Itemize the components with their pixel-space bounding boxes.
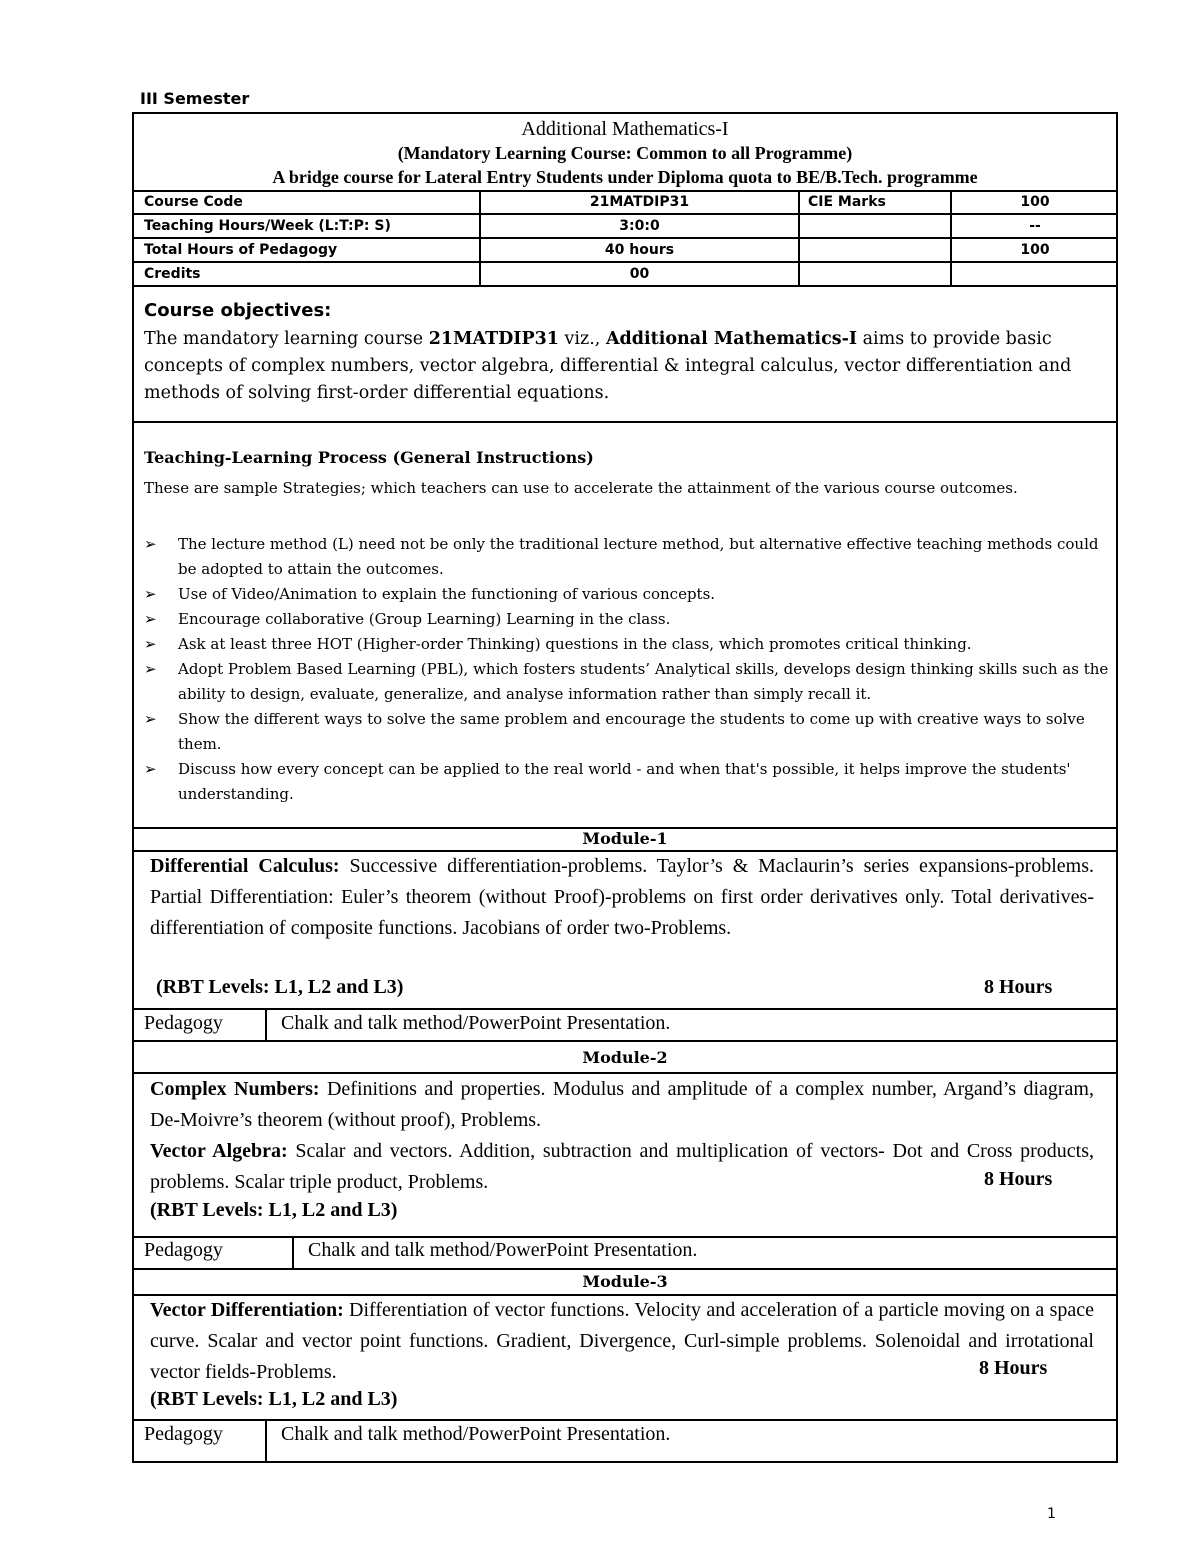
table-cell-label: Course Code xyxy=(144,194,243,210)
table-bottom-rule xyxy=(134,285,1116,287)
semester-label: III Semester xyxy=(140,89,250,108)
objectives-text-mid: viz., xyxy=(558,329,606,349)
module-1-text: Successive differentiation-problems. Taylor’s & Maclaurin’s series expansions-problems. Partial Differentiation: Euler’s theorem (without Proof)-problems on first order derivatives only. Total derivatives-differentiation of composite functions. Jacobians of order two-Problems. xyxy=(150,855,1095,939)
syllabus-frame xyxy=(132,112,1118,1463)
bullet-text: Use of Video/Animation to explain the functioning of various concepts. xyxy=(178,585,716,603)
teaching-intro: These are sample Strategies; which teachers can use to accelerate the attainment of the various course outcomes. xyxy=(144,479,1018,497)
module-2-text-1: Definitions and properties. Modulus and amplitude of a complex number, Argand’s diagram, De-Moivre’s theorem (without proof), Problems. xyxy=(150,1078,1094,1131)
bullet-text: Encourage collaborative (Group Learning) Learning in the class. xyxy=(178,610,671,628)
section-rule xyxy=(134,1236,1116,1238)
module-2-heading-1: Complex Numbers: xyxy=(150,1078,320,1100)
module-3-pedagogy-label: Pedagogy xyxy=(144,1423,223,1445)
page-number: 1 xyxy=(1047,1506,1056,1522)
module-1-hours: 8 Hours xyxy=(984,976,1053,998)
bullet-text: Show the different ways to solve the same problem and encourage the students to come up with creative ways to solve them. xyxy=(178,710,1085,753)
section-rule xyxy=(134,1268,1116,1270)
module-3-text: Differentiation of vector functions. Velocity and acceleration of a particle moving on a space curve. Scalar and vector point functions. Gradient, Divergence, Curl-simple problems. Solenoidal and irrotational vector fields-Problems. xyxy=(150,1299,1095,1383)
objectives-text-post: aims to provide basic concepts of complex numbers, vector algebra, differential & integral calculus, vector differentiation and methods of solving first-order differential equations. xyxy=(144,329,1072,403)
list-item xyxy=(144,532,1110,582)
module-1-title: Module-1 xyxy=(582,829,668,848)
module-3-rbt: (RBT Levels: L1, L2 and L3) xyxy=(150,1388,398,1410)
module-2-body xyxy=(150,1074,1094,1198)
module-3-body xyxy=(150,1295,1094,1388)
course-subtitle: (Mandatory Learning Course: Common to all Programme) xyxy=(397,143,853,163)
list-item xyxy=(144,632,1110,657)
module-2-hours: 8 Hours xyxy=(984,1168,1053,1190)
course-bridge-note: A bridge course for Lateral Entry Students under Diploma quota to BE/B.Tech. programme xyxy=(272,167,978,187)
module-2-pedagogy-label: Pedagogy xyxy=(144,1239,223,1261)
section-rule xyxy=(134,1008,1116,1010)
list-item xyxy=(144,657,1110,707)
bullet-text: Adopt Problem Based Learning (PBL), which fosters students’ Analytical skills, develops design thinking skills such as the ability to design, evaluate, generalize, and analyse information rather than simply recall it. xyxy=(178,660,1109,703)
module-1-pedagogy-text: Chalk and talk method/PowerPoint Presentation. xyxy=(281,1012,671,1034)
list-item xyxy=(144,607,1110,632)
table-cell-value: 40 hours xyxy=(604,242,675,258)
table-cell-label2: CIE Marks xyxy=(808,194,886,210)
section-rule xyxy=(134,1419,1116,1421)
objectives-text xyxy=(144,326,1110,407)
module-1-pedagogy-label: Pedagogy xyxy=(144,1012,223,1034)
teaching-bullet-list xyxy=(144,532,1110,807)
arrow-bullet-icon: ➢ xyxy=(144,710,157,728)
section-rule xyxy=(134,1040,1116,1042)
module-2-title: Module-2 xyxy=(582,1048,668,1067)
course-title: Additional Mathematics-I xyxy=(521,118,729,140)
arrow-bullet-icon: ➢ xyxy=(144,585,157,603)
list-item xyxy=(144,707,1110,757)
arrow-bullet-icon: ➢ xyxy=(144,635,157,653)
objectives-course-name: Additional Mathematics-I xyxy=(605,329,858,349)
bullet-text: Ask at least three HOT (Higher-order Thinking) questions in the class, which promotes critical thinking. xyxy=(178,635,972,653)
list-item xyxy=(144,582,1110,607)
module-3-pedagogy-text: Chalk and talk method/PowerPoint Presentation. xyxy=(281,1423,671,1445)
module-3-heading: Vector Differentiation: xyxy=(150,1299,344,1321)
objectives-course-code: 21MATDIP31 xyxy=(428,329,559,349)
table-cell-label: Total Hours of Pedagogy xyxy=(144,242,338,258)
module-1-rbt: (RBT Levels: L1, L2 and L3) xyxy=(156,976,404,998)
module-1-heading: Differential Calculus: xyxy=(150,855,340,877)
objectives-heading: Course objectives: xyxy=(144,300,332,321)
table-cell-value2: 100 xyxy=(1020,242,1050,258)
list-item xyxy=(144,757,1110,807)
bullet-text: Discuss how every concept can be applied to the real world - and when that's possible, it helps improve the students' understanding. xyxy=(178,760,1071,803)
table-cell-value: 21MATDIP31 xyxy=(589,194,690,210)
table-cell-value: 3:0:0 xyxy=(619,218,660,234)
table-cell-label: Teaching Hours/Week (L:T:P: S) xyxy=(144,218,391,234)
table-cell-value2: -- xyxy=(1029,218,1041,234)
module-1-body xyxy=(150,851,1094,944)
module-2-text-2: Scalar and vectors. Addition, subtraction and multiplication of vectors- Dot and Cross products, problems. Scalar triple product, Problems. xyxy=(150,1140,1094,1193)
arrow-bullet-icon: ➢ xyxy=(144,610,157,628)
module-2-heading-2: Vector Algebra: xyxy=(150,1140,288,1162)
arrow-bullet-icon: ➢ xyxy=(144,535,157,553)
section-rule xyxy=(134,421,1116,423)
objectives-text-pre: The mandatory learning course xyxy=(144,329,429,349)
pedagogy-col-rule xyxy=(265,1419,267,1463)
arrow-bullet-icon: ➢ xyxy=(144,660,157,678)
pedagogy-col-rule xyxy=(265,1008,267,1040)
bullet-text: The lecture method (L) need not be only the traditional lecture method, but alternative effective teaching methods could be adopted to attain the outcomes. xyxy=(178,535,1099,578)
arrow-bullet-icon: ➢ xyxy=(144,760,157,778)
pedagogy-col-rule xyxy=(292,1236,294,1268)
table-cell-label: Credits xyxy=(144,266,201,282)
module-2-pedagogy-text: Chalk and talk method/PowerPoint Presentation. xyxy=(308,1239,698,1261)
teaching-heading: Teaching-Learning Process (General Instructions) xyxy=(144,448,594,467)
module-3-hours: 8 Hours xyxy=(979,1357,1048,1379)
module-2-rbt: (RBT Levels: L1, L2 and L3) xyxy=(150,1199,398,1221)
table-cell-value2: 100 xyxy=(1020,194,1050,210)
table-cell-value: 00 xyxy=(629,266,650,282)
table-col-rule xyxy=(798,190,800,286)
module-3-title: Module-3 xyxy=(582,1272,668,1291)
